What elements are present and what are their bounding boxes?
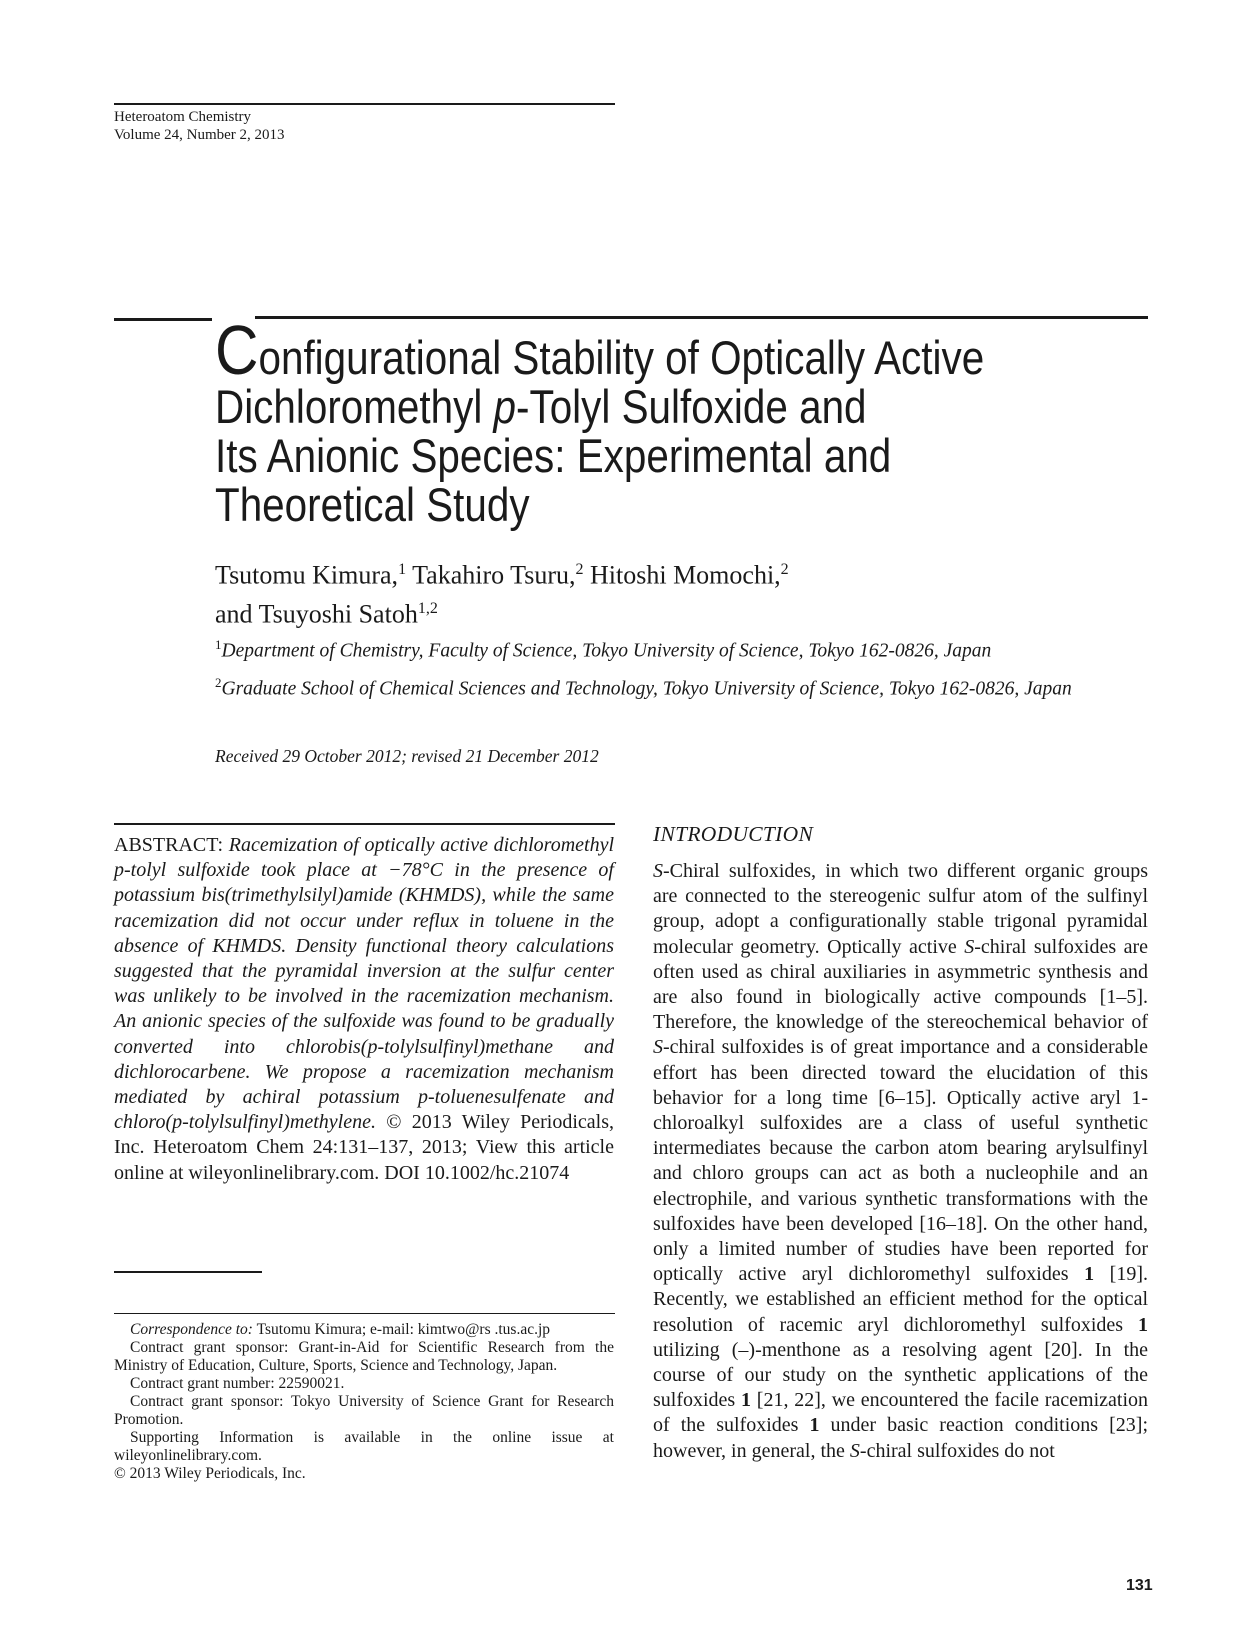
article-title	[215, 311, 989, 531]
correspondence-note	[114, 1321, 614, 1339]
abstract-rule-bottom	[114, 1271, 262, 1273]
author-4: and Tsuyoshi Satoh	[215, 599, 418, 629]
intro-p2: -chiral sulfoxides are often used as chiral auxiliaries in asymmetric synthesis and are also found in biologically active compounds [1–5]. Therefore, the knowledge of the stereochemical behavior of	[653, 935, 1148, 1034]
author-3-sup: 2	[780, 561, 789, 578]
title-line-3: Its Anionic Species: Experimental and	[215, 429, 892, 482]
author-1-sup: 1	[398, 561, 407, 578]
title-line-2-italic: p	[493, 380, 517, 433]
affiliation-2	[215, 670, 1095, 702]
intro-compound-1d: 1	[809, 1414, 820, 1437]
affiliation-1-sup: 1	[215, 637, 222, 652]
affiliation-2-sup: 2	[215, 675, 222, 690]
grant-number: Contract grant number: 22590021.	[130, 1375, 345, 1392]
grant-sponsor-1: Contract grant sponsor: Grant-in-Aid for Scientific Research from the Ministry of Education, Culture, Sports, Science and Technology, Japan.	[114, 1339, 614, 1374]
journal-name: Heteroatom Chemistry	[114, 109, 252, 125]
intro-p1: -Chiral sulfoxides, in which two different organic groups are connected to the stereogenic sulfur atom of the sulfinyl group, adopt a configurationally stable trigonal pyramidal molecular geometry. Optically active	[653, 860, 1148, 958]
author-1: Tsutomu Kimura,	[215, 560, 399, 590]
journal-issue: Volume 24, Number 2, 2013	[114, 127, 285, 143]
copyright: © 2013 Wiley Periodicals, Inc.	[114, 1465, 306, 1482]
notes-rule	[114, 1313, 615, 1314]
title-line-2a: Dichloromethyl	[215, 380, 494, 433]
intro-compound-1b: 1	[1138, 1313, 1148, 1336]
intro-s-4: S	[849, 1439, 860, 1462]
grant-sponsor-2: Contract grant sponsor: Tokyo University of Science Grant for Research Promotion.	[114, 1393, 614, 1428]
journal-header	[114, 108, 285, 144]
intro-s-1: S	[653, 860, 663, 882]
author-2-sup: 2	[575, 561, 584, 578]
title-rule-right	[255, 316, 1148, 319]
intro-p4: [19]. Recently, we established an efficient method for the optical resolution of racemic aryl dichloromethyl sulfoxides	[653, 1263, 1149, 1336]
abstract-body: Racemization of optically active dichloromethyl p-tolyl sulfoxide took place at −78°C in the presence of potassium bis(trimethylsilyl)amide (KHMDS), while the same racemization did not occur under reflux in toluene in the absence of KHMDS. Density functional theory calculations suggested that the pyramidal inversion at the sulfur center was unlikely to be involved in the racemization mechanism. An anionic species of the sulfoxide was found to be gradually converted into chlorobis(p-tolylsulfinyl)methane and dichlorocarbene. We propose a racemization mechanism mediated by achiral potassium p-toluenesulfenate and chloro(p-tolylsulfinyl)methylene.	[114, 834, 614, 1134]
footnotes	[114, 1321, 614, 1483]
header-rule	[114, 103, 615, 105]
intro-compound-1c: 1	[741, 1389, 752, 1412]
author-list	[215, 553, 789, 630]
affiliation-1	[215, 632, 1145, 664]
intro-p7: under basic reaction conditions [23]; however, in general, the	[653, 1414, 1148, 1462]
title-line-1: onfigurational Stability of Optically Active	[258, 331, 985, 384]
intro-p8: -chiral sulfoxides do not	[859, 1439, 1055, 1462]
author-2: Takahiro Tsuru,	[406, 560, 576, 590]
abstract	[114, 833, 614, 1186]
correspondence-label: Correspondence to:	[130, 1321, 253, 1338]
affiliation-1-text: Department of Chemistry, Faculty of Science, Tokyo University of Science, Tokyo 162-0826, Japan	[221, 640, 992, 662]
abstract-rule-top	[114, 823, 615, 825]
intro-p3: -chiral sulfoxides is of great importance and a considerable effort has been directed toward the elucidation of this behavior for a long time [6–15]. Optically active aryl 1-chloroalkyl sulfoxides are a class of useful synthetic intermediates because the carbon atom bearing arylsulfinyl and chloro groups can act as both a nucleophile and an electrophile, and various synthetic transformations with the sulfoxides have been developed [16–18]. On the other hand, only a limited number of studies have been reported for optically active aryl dichloromethyl sulfoxides	[653, 1036, 1148, 1286]
correspondence-text: Tsutomu Kimura; e-mail: kimtwo@rs .tus.ac.jp	[256, 1321, 551, 1338]
intro-p6: [21, 22], we encountered the facile racemization of the sulfoxides	[653, 1389, 1148, 1437]
introduction-body	[653, 859, 1148, 1464]
author-4-sup: 1,2	[417, 599, 438, 617]
title-rule-left	[114, 318, 212, 321]
title-line-2b: -Tolyl Sulfoxide and	[516, 380, 867, 433]
intro-s-2: S	[964, 935, 975, 958]
intro-compound-1a: 1	[1084, 1263, 1095, 1286]
abstract-label: ABSTRACT:	[114, 834, 224, 856]
page-number: 131	[1126, 1577, 1153, 1594]
intro-s-3: S	[653, 1036, 663, 1059]
title-line-4: Theoretical Study	[215, 478, 530, 531]
intro-p5: utilizing (–)-menthone as a resolving agent [20]. In the course of our study on the synthetic applications of the sulfoxides	[653, 1338, 1148, 1412]
abstract-citation: © 2013 Wiley Periodicals, Inc. Heteroatom Chem 24:131–137, 2013; View this article online at wileyonlinelibrary.com. DOI 10.1002/hc.21074	[114, 1111, 614, 1184]
author-3: Hitoshi Momochi,	[583, 560, 781, 590]
received-dates: Received 29 October 2012; revised 21 December 2012	[215, 746, 599, 766]
introduction-heading: INTRODUCTION	[653, 822, 814, 846]
supporting-info: Supporting Information is available in the online issue at wileyonlinelibrary.com.	[114, 1429, 614, 1464]
title-dropcap: C	[215, 311, 259, 389]
affiliation-2-text: Graduate School of Chemical Sciences and Technology, Tokyo University of Science, Tokyo 162-0826, Japan	[221, 678, 1072, 700]
